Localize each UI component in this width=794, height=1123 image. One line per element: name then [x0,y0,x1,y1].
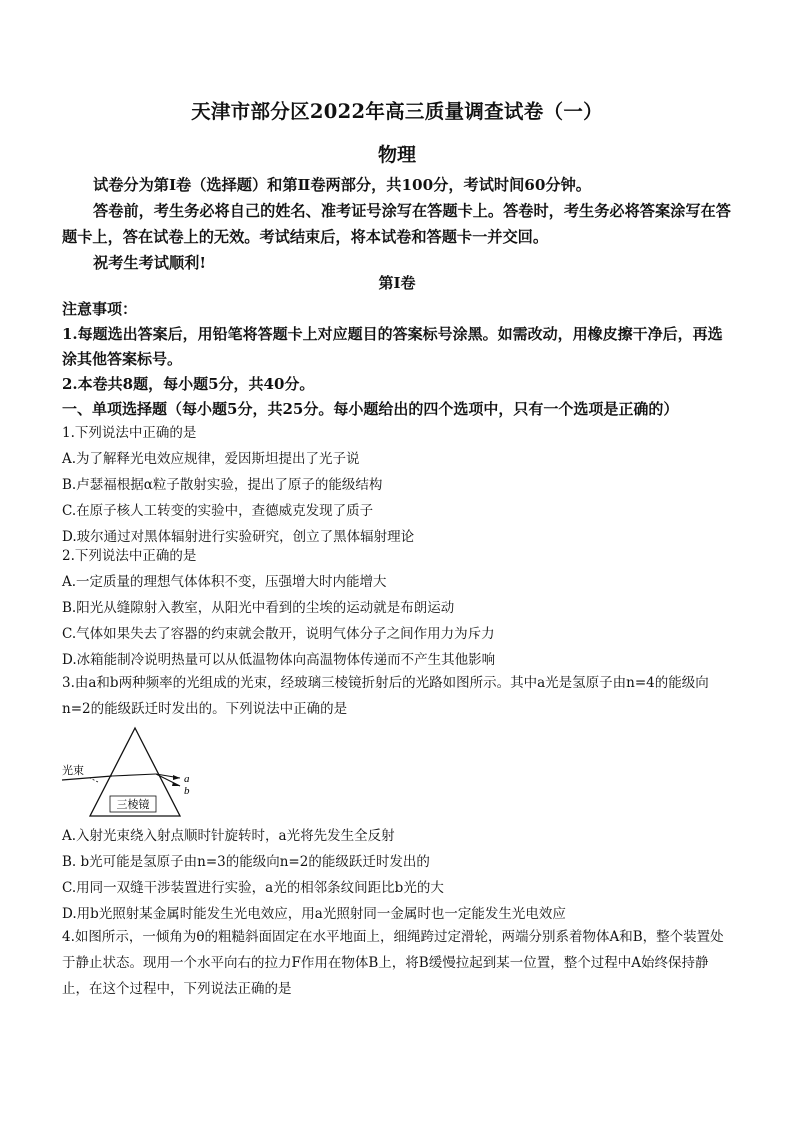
beam-label: 光束 [62,765,84,777]
exam-title: 天津市部分区2022年高三质量调查试卷（一） [191,100,603,123]
option-c: C.用同一双缝干涉装置进行实验，a光的相邻条纹间距比b光的大 [62,880,444,896]
subject-title: 物理 [377,144,416,166]
prism-figure [60,724,210,820]
notice-item-1: 1.每题选出答案后，用铅笔将答题卡上对应题目的答案标号涂黑。如需改动，用橡皮擦干净后，再选涂其他答案标号。 [62,325,723,368]
option-b: B.卢瑟福根据α粒子散射实验，提出了原子的能级结构 [62,477,383,493]
option-d: D.用b光照射某金属时能发生光电效应，用a光照射同一金属时也一定能发生光电效应 [62,906,566,922]
question-stem: 3.由a和b两种频率的光组成的光束，经玻璃三棱镜折射后的光路如图所示。其中a光是氢原子由n=4的能级向n=2的能级跃迁时发出的。下列说法中正确的是 [62,675,709,717]
ray-b-arrow [172,782,180,786]
option-b: B. b光可能是氢原子由n=3的能级向n=2的能级跃迁时发出的 [62,854,430,870]
question-stem: 1.下列说法中正确的是 [62,425,197,441]
intro-line-2: 答卷前，考生务必将自己的姓名、准考证号涂写在答题卡上。答卷时，考生务必将答案涂写在答题卡上，答在试卷上的无效。考试结束后，将本试卷和答题卡一并交回。 [62,202,731,246]
normal-line [90,778,98,782]
question-3-options [62,823,734,927]
option-d: D.玻尔通过对黑体辐射进行实验研究，创立了黑体辐射理论 [62,529,415,545]
section-title: 第Ⅰ卷 [378,274,416,292]
option-d: D.冰箱能制冷说明热量可以从低温物体向高温物体传递而不产生其他影响 [62,652,496,668]
notice-item-2: 2.本卷共8题，每小题5分，共40分。 [62,375,315,393]
option-a: A.一定质量的理想气体体积不变，压强增大时内能增大 [62,574,387,590]
option-a: A.为了解释光电效应规律，爱因斯坦提出了光子说 [62,451,360,467]
intro-line-1: 试卷分为第Ⅰ卷（选择题）和第Ⅱ卷两部分，共100分，考试时间60分钟。 [93,176,591,194]
intro-block [62,172,734,276]
question-stem: 4.如图所示，一倾角为θ的粗糙斜面固定在水平地面上，细绳跨过定滑轮，两端分别系着物体A和B，整个装置处于静止状态。现用一个水平向右的拉力F作用在物体B上，将B缓慢拉起到某一位置，整个过程中A始终保持静止，在这个过程中，下列说法正确的是 [62,929,724,997]
question-2 [62,543,734,673]
intro-line-3: 祝考生考试顺利! [93,254,206,272]
notice-block [62,297,734,422]
question-4 [62,924,734,1002]
prism-label: 三棱镜 [116,799,150,811]
question-stem: 2.下列说法中正确的是 [62,548,197,564]
question-3 [62,670,734,722]
option-c: C.气体如果失去了容器的约束就会散开，说明气体分子之间作用力为斥力 [62,626,495,642]
ray-b-label: b [184,785,190,797]
question-1 [62,420,734,550]
notice-heading: 注意事项： [62,300,138,318]
option-b: B.阳光从缝隙射入教室，从阳光中看到的尘埃的运动就是布朗运动 [62,600,455,616]
part-title: 一、单项选择题（每小题5分，共25分。每小题给出的四个选项中，只有一个选项是正确的） [62,400,679,418]
option-a: A.入射光束绕入射点顺时针旋转时，a光将先发生全反射 [62,828,395,844]
option-c: C.在原子核人工转变的实验中，查德威克发现了质子 [62,503,374,519]
ray-a-label: a [184,773,190,785]
